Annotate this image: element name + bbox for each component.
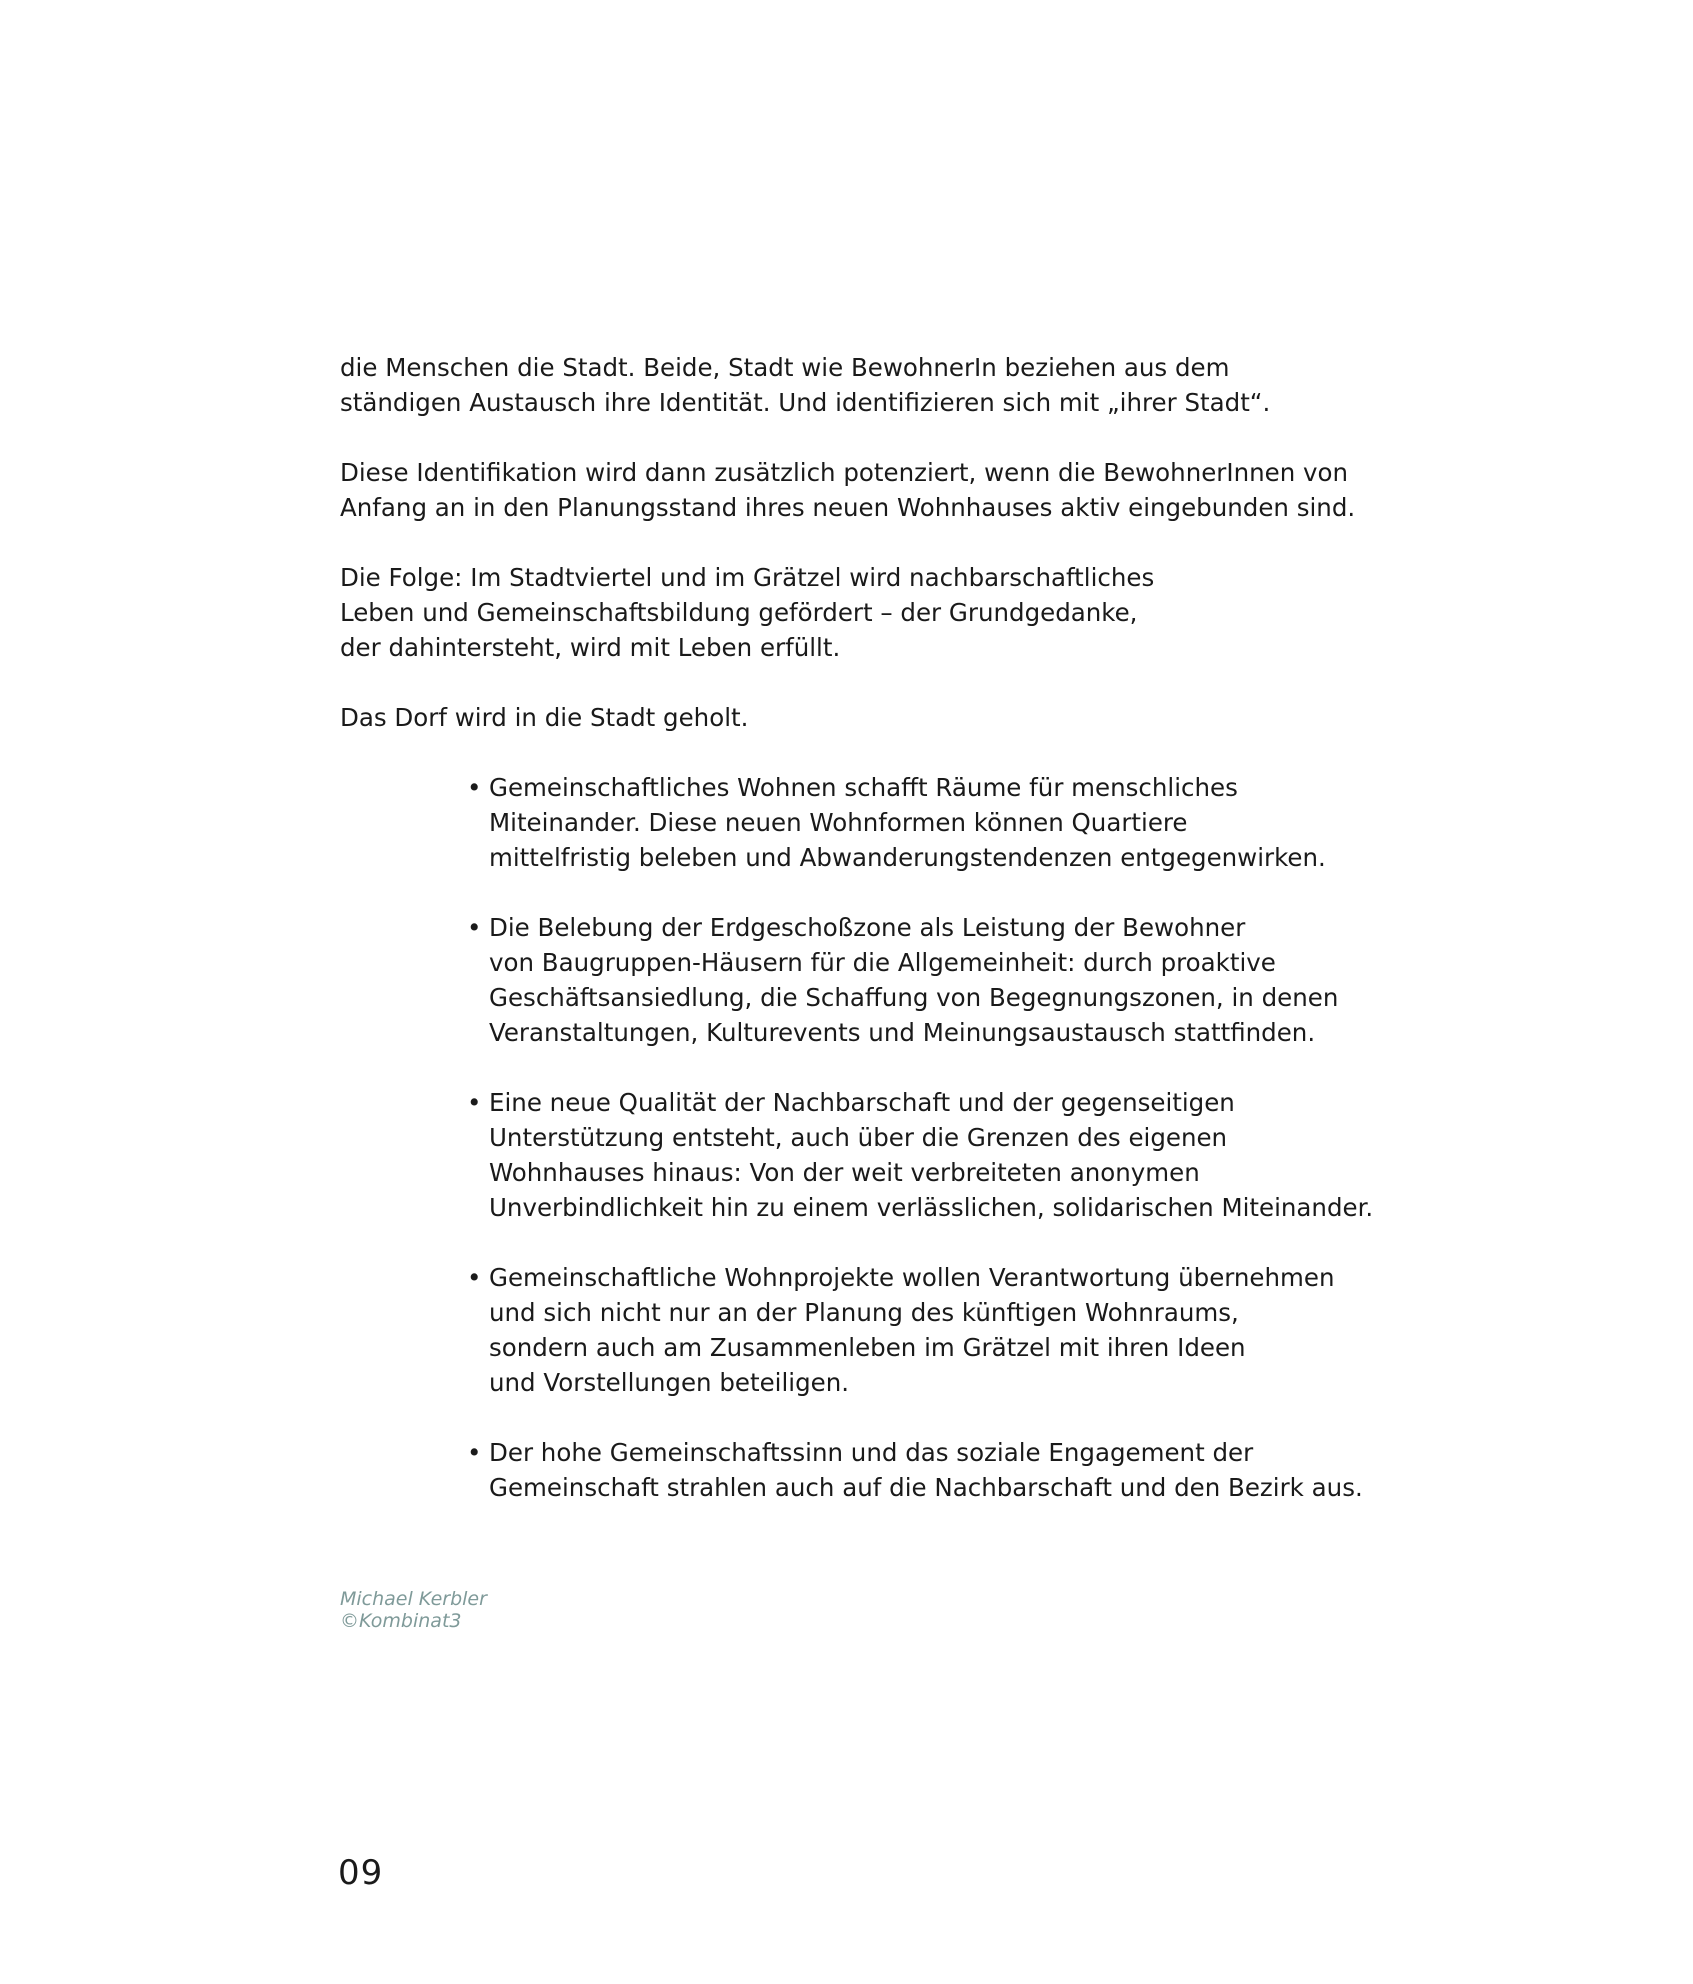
text-line: Anfang an in den Planungsstand ihres neuen Wohnhauses aktiv eingebunden sind. — [340, 493, 1356, 522]
text-line: Veranstaltungen, Kulturevents und Meinungsaustausch stattfinden. — [489, 1018, 1316, 1047]
text-line: und Vorstellungen beteiligen. — [489, 1368, 850, 1397]
text-line: Gemeinschaft strahlen auch auf die Nachbarschaft und den Bezirk aus. — [489, 1473, 1363, 1502]
text-line: Leben und Gemeinschaftsbildung gefördert – der Grundgedanke, — [340, 598, 1138, 627]
text-line: Die Belebung der Erdgeschoßzone als Leistung der Bewohner — [489, 913, 1246, 942]
text-line: Das Dorf wird in die Stadt geholt. — [340, 703, 749, 732]
text-line: Unverbindlichkeit hin zu einem verlässlichen, solidarischen Miteinander. — [489, 1193, 1374, 1222]
text-line: Gemeinschaftliche Wohnprojekte wollen Verantwortung übernehmen — [489, 1263, 1335, 1292]
page-number: 09 — [338, 1853, 384, 1893]
paragraph — [340, 560, 1460, 665]
text-line: ständigen Austausch ihre Identität. Und identifizieren sich mit „ihrer Stadt“. — [340, 388, 1271, 417]
signature-copyright: ©Kombinat3 — [340, 1610, 462, 1632]
paragraph — [340, 350, 1460, 420]
bullet-icon: • — [467, 913, 482, 942]
paragraph — [340, 455, 1460, 525]
text-line: sondern auch am Zusammenleben im Grätzel mit ihren Ideen — [489, 1333, 1246, 1362]
bullet-icon: • — [467, 1438, 482, 1467]
text-line: Der hohe Gemeinschaftssinn und das soziale Engagement der — [489, 1438, 1254, 1467]
text-line: Die Folge: Im Stadtviertel und im Grätzel wird nachbarschaftliches — [340, 563, 1155, 592]
text-line: der dahintersteht, wird mit Leben erfüllt. — [340, 633, 841, 662]
list-item — [467, 910, 1460, 1050]
list-item — [467, 1085, 1460, 1225]
text-line: die Menschen die Stadt. Beide, Stadt wie BewohnerIn beziehen aus dem — [340, 353, 1230, 382]
list-item — [467, 770, 1460, 875]
text-line: Eine neue Qualität der Nachbarschaft und der gegenseitigen — [489, 1088, 1235, 1117]
text-line: von Baugruppen-Häusern für die Allgemeinheit: durch proaktive — [489, 948, 1276, 977]
list-item — [467, 1435, 1460, 1505]
text-line: Unterstützung entsteht, auch über die Grenzen des eigenen — [489, 1123, 1228, 1152]
paragraph — [340, 700, 1460, 735]
bullet-list — [340, 770, 1460, 1505]
list-item — [467, 1260, 1460, 1400]
text-line: Geschäftsansiedlung, die Schaffung von Begegnungszonen, in denen — [489, 983, 1339, 1012]
signature-author: Michael Kerbler — [340, 1588, 487, 1610]
bullet-icon: • — [467, 773, 482, 802]
body-text — [340, 350, 1460, 1540]
bullet-icon: • — [467, 1088, 482, 1117]
text-line: Miteinander. Diese neuen Wohnformen können Quartiere — [489, 808, 1188, 837]
text-line: und sich nicht nur an der Planung des künftigen Wohnraums, — [489, 1298, 1239, 1327]
text-line: Wohnhauses hinaus: Von der weit verbreiteten anonymen — [489, 1158, 1200, 1187]
text-line: Diese Identifikation wird dann zusätzlich potenziert, wenn die BewohnerInnen von — [340, 458, 1349, 487]
bullet-icon: • — [467, 1263, 482, 1292]
text-line: mittelfristig beleben und Abwanderungstendenzen entgegenwirken. — [489, 843, 1326, 872]
text-line: Gemeinschaftliches Wohnen schafft Räume für menschliches — [489, 773, 1238, 802]
signature — [340, 1588, 487, 1632]
